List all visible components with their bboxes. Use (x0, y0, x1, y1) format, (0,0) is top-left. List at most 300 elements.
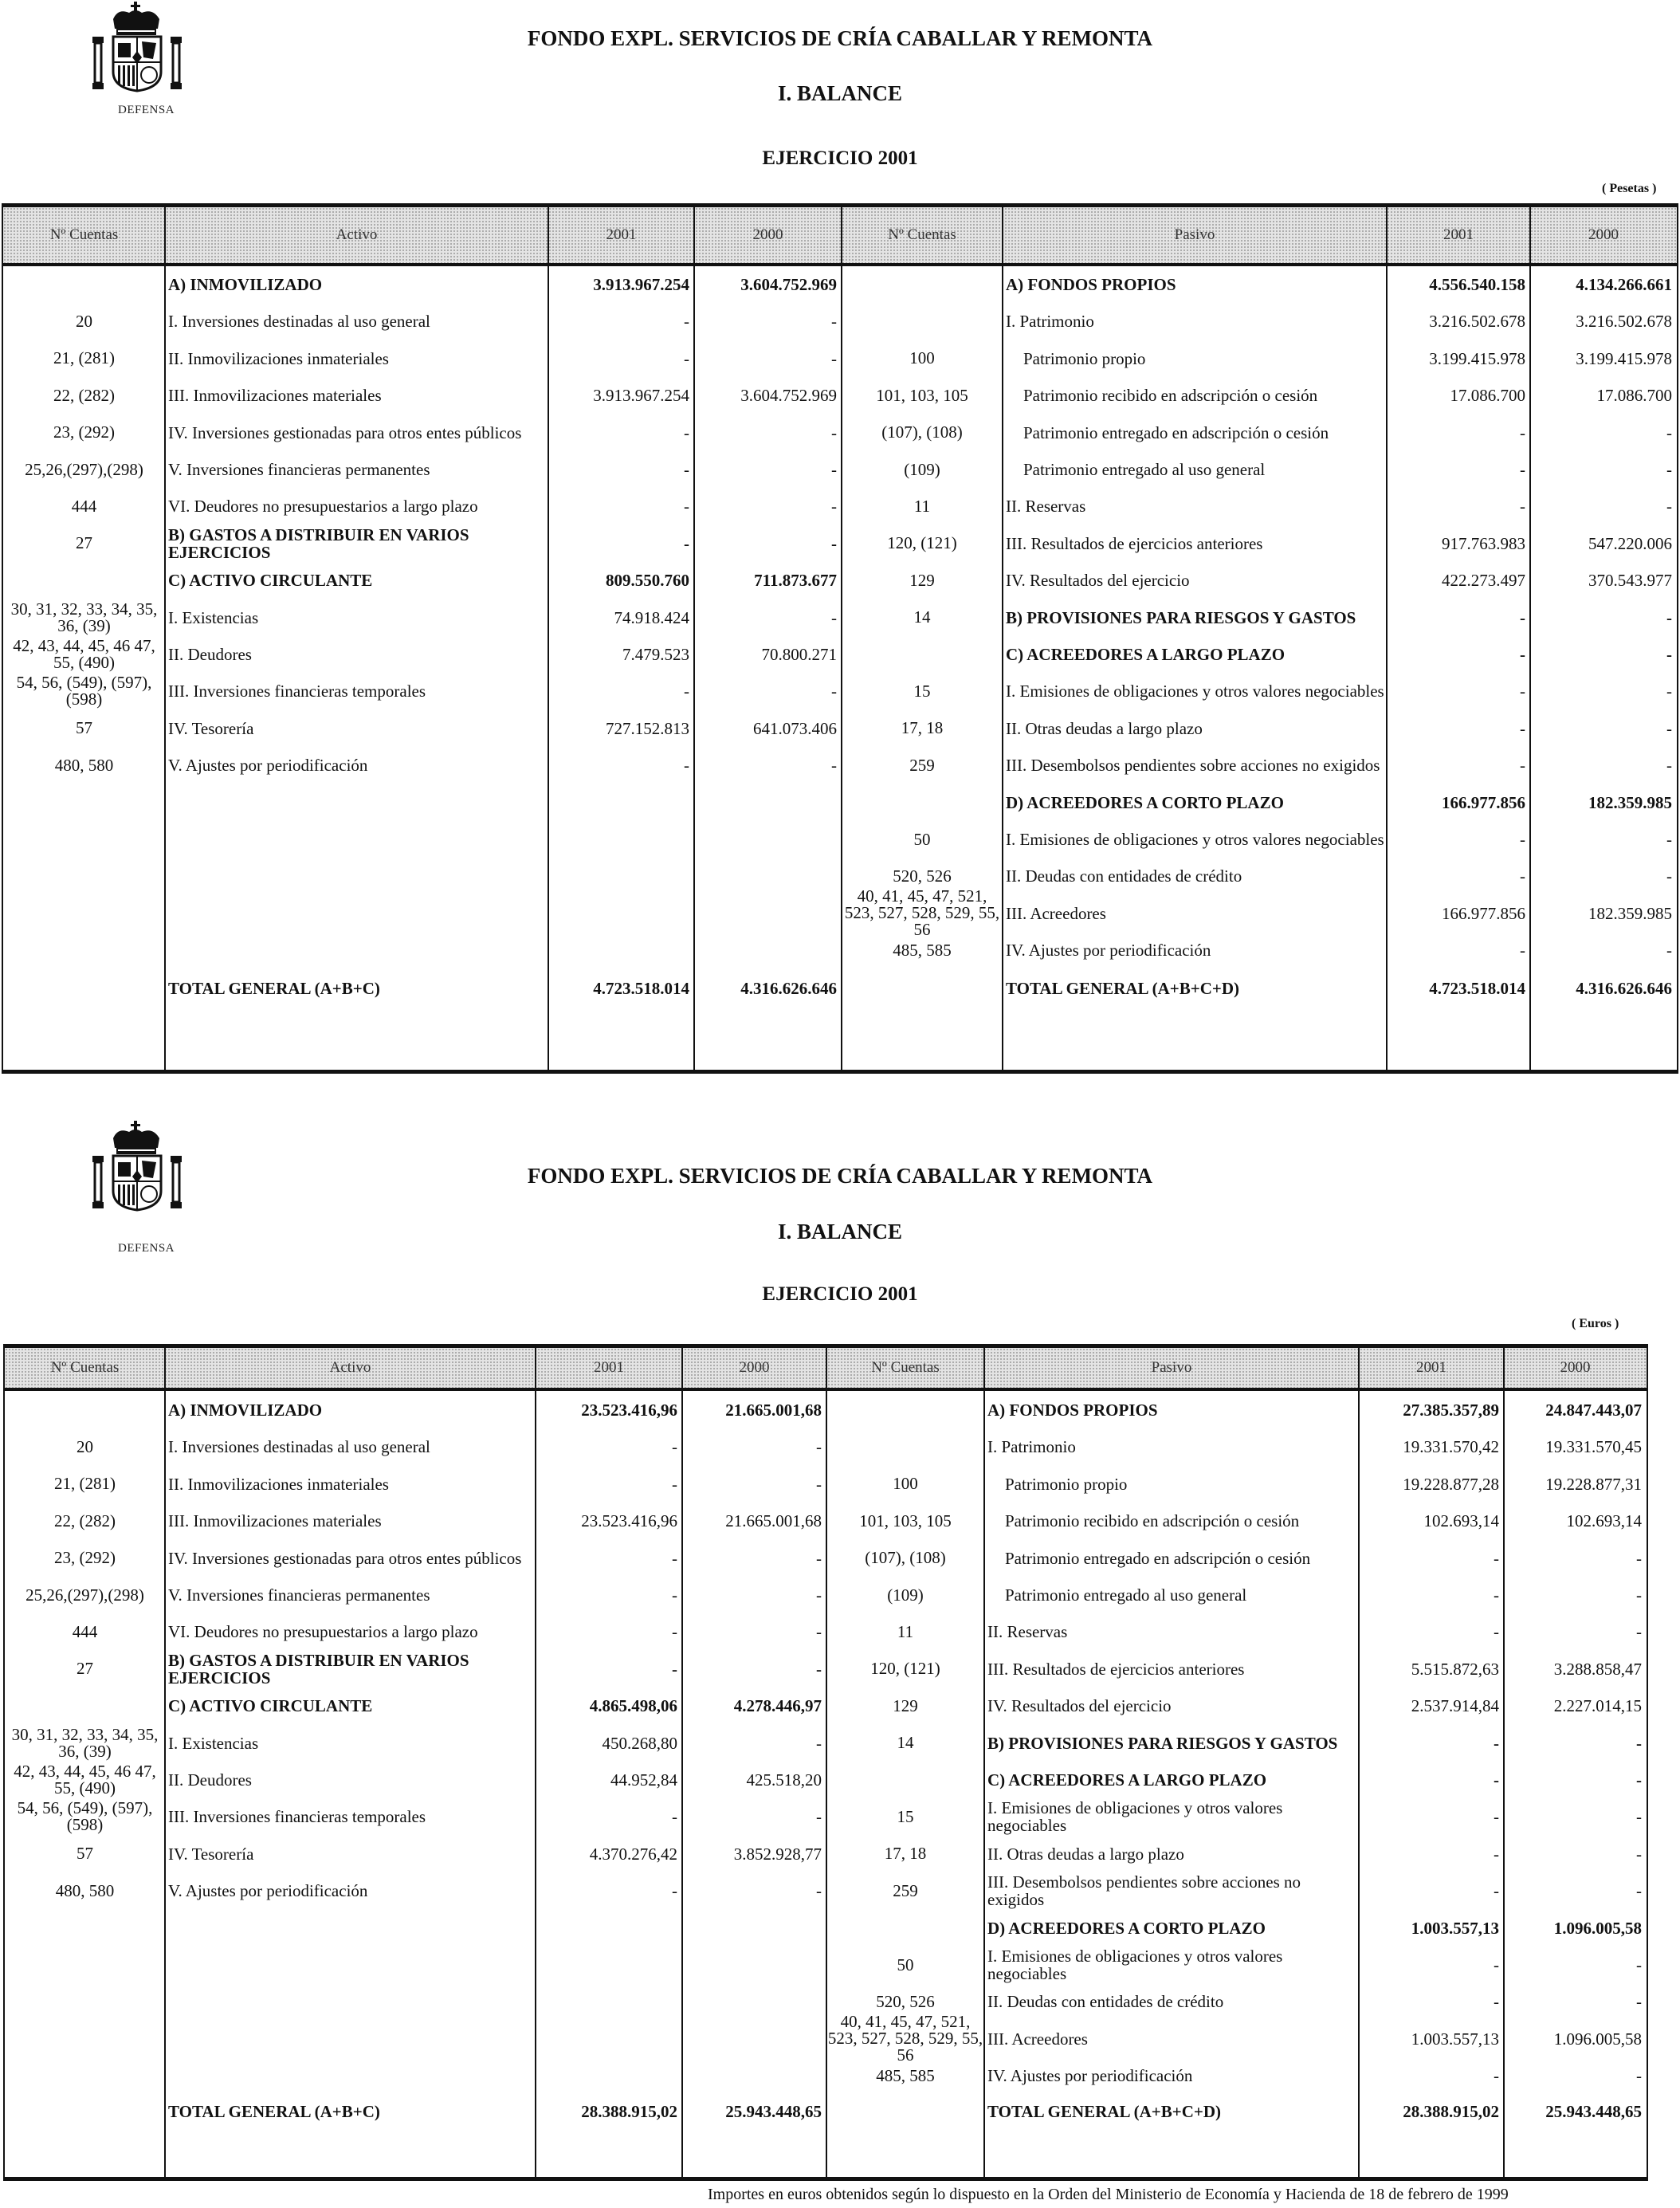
account-number: 100 (909, 348, 935, 368)
amount-2000: 3.288.858,47 (1553, 1659, 1642, 1679)
amount-2001: 23.523.416,96 (581, 1401, 677, 1420)
amount-2001: 3.199.415.978 (1429, 348, 1525, 368)
amount-2000: - (1636, 1770, 1642, 1790)
amount-2000: - (831, 607, 837, 627)
total-2000: 4.316.626.646 (1576, 979, 1672, 998)
amount-2000: 641.073.406 (753, 718, 837, 738)
account-number (842, 636, 1003, 673)
total-2001: 4.723.518.014 (593, 979, 689, 998)
amount-2000: - (831, 756, 837, 776)
amount-2000: - (816, 1733, 822, 1753)
account-number: (109) (887, 1585, 924, 1605)
col-accounts-pasivo-header: Nº Cuentas (871, 1359, 940, 1376)
amount-2001: 166.977.856 (1442, 792, 1525, 812)
account-number: 14 (913, 607, 931, 627)
line-item-label: Patrimonio entregado al uso general (1023, 460, 1266, 479)
line-item-label: I. Inversiones destinadas al uso general (168, 312, 430, 332)
amount-2001: 19.228.877,28 (1403, 1474, 1499, 1494)
amount-2000: - (1636, 1881, 1642, 1901)
amount-2000: - (816, 1548, 822, 1568)
amount-2000: - (831, 460, 837, 479)
line-item-label: A) INMOVILIZADO (168, 1401, 323, 1420)
line-item-label: V. Inversiones financieras permanentes (168, 1585, 430, 1605)
line-item-label: I. Emisiones de obligaciones y otros valores negociables (987, 1798, 1283, 1836)
footnote: Importes en euros obtenidos según lo dispuesto en la Orden del Ministerio de Economía y Hacienda de 18 de febrero de 1999 (708, 2186, 1509, 2203)
account-number: 42, 43, 44, 45, 46 47, 55, (490) (13, 636, 155, 672)
amount-2000: 3.852.928,77 (733, 1844, 822, 1864)
total-2001: 4.723.518.014 (1429, 979, 1525, 998)
amount-2000: 4.134.266.661 (1576, 275, 1672, 294)
account-number: 129 (909, 570, 935, 590)
line-item-label: II. Deudas con entidades de crédito (1006, 866, 1242, 886)
col-activo-header: Activo (329, 1359, 371, 1376)
amount-2000: - (1666, 718, 1672, 738)
amount-2001: - (1494, 1585, 1499, 1605)
line-item-label: VI. Deudores no presupuestarios a largo plazo (168, 1622, 478, 1642)
line-item-label: II. Deudores (168, 645, 252, 664)
amount-2000: - (1666, 756, 1672, 776)
amount-2001: - (1494, 1548, 1499, 1568)
line-item-label: Patrimonio propio (1023, 348, 1146, 368)
account-number: 480, 580 (55, 1880, 115, 1900)
total-2000: 4.316.626.646 (740, 979, 837, 998)
line-item-label: III. Inversiones financieras temporales (168, 682, 426, 701)
account-number: 54, 56, (549), (597), (598) (16, 673, 152, 709)
amount-2001: 23.523.416,96 (581, 1511, 677, 1531)
amount-2000: - (831, 312, 837, 332)
line-item-label: I. Emisiones de obligaciones y otros valores negociables (1006, 682, 1384, 701)
col-accounts-activo-header: Nº Cuentas (49, 226, 119, 243)
amount-2000: - (831, 348, 837, 368)
amount-2000: 3.216.502.678 (1576, 312, 1672, 332)
amount-2001: - (672, 1548, 677, 1568)
account-number: 444 (71, 496, 97, 516)
ministry-label: DEFENSA (118, 1242, 175, 1255)
account-number: 520, 526 (893, 866, 952, 886)
line-item-label: D) ACREEDORES A CORTO PLAZO (987, 1918, 1266, 1938)
line-item-label: I. Patrimonio (1006, 312, 1094, 332)
amount-2001: - (684, 497, 689, 517)
amount-2000: - (1636, 1955, 1642, 1974)
line-item-label: I. Emisiones de obligaciones y otros valores negociables (987, 1947, 1283, 1983)
account-number: 101, 103, 105 (876, 385, 968, 405)
amount-2000: - (816, 1437, 822, 1457)
line-item-label: III. Desembolsos pendientes sobre acciones no exigidos (987, 1872, 1301, 1910)
line-item-label: I. Emisiones de obligaciones y otros valores negociables (1006, 830, 1384, 849)
amount-2001: 3.913.967.254 (593, 275, 689, 294)
total-label: TOTAL GENERAL (A+B+C+D) (987, 2102, 1222, 2121)
amount-2000: 2.227.014,15 (1553, 1696, 1642, 1716)
amount-2001: - (1520, 830, 1525, 849)
line-item-label: I. Existencias (168, 607, 259, 627)
col-accounts-pasivo-header: Nº Cuentas (888, 226, 956, 243)
account-number (826, 1428, 984, 1465)
line-item-label: VI. Deudores no presupuestarios a largo plazo (168, 497, 478, 517)
line-item-label: B) PROVISIONES PARA RIESGOS Y GASTOS (987, 1733, 1338, 1753)
amount-2001: - (684, 756, 689, 776)
amount-2001: - (1494, 1770, 1499, 1790)
amount-2000: - (816, 1474, 822, 1494)
balance-table (2, 203, 1678, 1074)
amount-2001: - (684, 682, 689, 701)
amount-2000: - (831, 497, 837, 517)
line-item-label: IV. Resultados del ejercicio (1006, 571, 1190, 591)
col-activo-header: Activo (336, 226, 378, 243)
line-item-label: Patrimonio recibido en adscripción o cesión (1005, 1511, 1300, 1531)
amount-2001: - (1520, 645, 1525, 664)
amount-2001: 44.952,84 (610, 1770, 677, 1790)
amount-2001: 1.003.557,13 (1411, 1918, 1499, 1938)
line-item-label: II. Otras deudas a largo plazo (987, 1844, 1184, 1864)
amount-2001: 17.086.700 (1450, 386, 1525, 406)
account-number: 30, 31, 32, 33, 34, 35, 36, (39) (11, 1724, 159, 1761)
line-item-label: II. Deudas con entidades de crédito (987, 1992, 1224, 2012)
amount-2001: 727.152.813 (606, 718, 689, 738)
line-item-label: A) FONDOS PROPIOS (987, 1401, 1158, 1420)
account-number (5, 1392, 165, 1428)
line-item-label: Patrimonio entregado en adscripción o cesión (1005, 1548, 1311, 1568)
account-number: 101, 103, 105 (859, 1511, 952, 1530)
account-number: 444 (72, 1621, 98, 1641)
account-number: 100 (893, 1474, 918, 1494)
amount-2001: - (1494, 1807, 1499, 1827)
amount-2001: - (1494, 1844, 1499, 1864)
account-number: 23, (292) (53, 422, 115, 442)
col-pasivo-header: Pasivo (1151, 1359, 1192, 1376)
section-title: I. BALANCE (777, 1220, 903, 1243)
amount-2001: 917.763.983 (1442, 533, 1525, 553)
amount-2000: 1.096.005,58 (1553, 1918, 1642, 1938)
line-item-label: C) ACTIVO CIRCULANTE (168, 571, 373, 591)
amount-2000: 102.693,14 (1566, 1511, 1642, 1531)
col-accounts-activo-header: Nº Cuentas (50, 1359, 120, 1376)
amount-2001: 7.479.523 (622, 645, 689, 664)
line-item-label: III. Acreedores (1006, 903, 1106, 923)
total-label: TOTAL GENERAL (A+B+C) (168, 2102, 380, 2121)
line-item-label: II. Reservas (987, 1622, 1068, 1642)
amount-2001: 4.556.540.158 (1429, 275, 1525, 294)
line-item-label: A) FONDOS PROPIOS (1006, 275, 1176, 294)
col-2001-activo-header: 2001 (606, 226, 637, 243)
line-item-label: IV. Ajustes por periodificación (1006, 941, 1211, 961)
amount-2000: - (816, 1807, 822, 1827)
document-title: FONDO EXPL. SERVICIOS DE CRÍA CABALLAR Y REMONTA (527, 1164, 1153, 1188)
col-2000-activo-header: 2000 (752, 226, 783, 243)
line-item-label: D) ACREEDORES A CORTO PLAZO (1006, 792, 1284, 812)
amount-2000: - (1666, 866, 1672, 886)
amount-2000: 4.278.446,97 (733, 1696, 822, 1716)
account-number: 120, (121) (870, 1659, 940, 1679)
line-item-label: III. Inmovilizaciones materiales (168, 1511, 382, 1531)
amount-2001: - (684, 460, 689, 479)
amount-2001: 5.515.872,63 (1411, 1659, 1499, 1679)
account-number: 27 (76, 533, 92, 553)
amount-2000: - (1636, 1622, 1642, 1642)
amount-2001: - (684, 422, 689, 442)
line-item-label: IV. Ajustes por periodificación (987, 2066, 1193, 2086)
account-number: (107), (108) (865, 1548, 946, 1568)
account-number: 120, (121) (887, 533, 957, 553)
account-number: 129 (893, 1695, 918, 1715)
account-number: 21, (281) (54, 1474, 116, 1494)
amount-2000: - (1666, 422, 1672, 442)
amount-2000: - (816, 1585, 822, 1605)
account-number: 54, 56, (549), (597), (598) (17, 1798, 153, 1835)
amount-2000: 3.604.752.969 (740, 275, 837, 294)
account-number: 17, 18 (884, 1844, 927, 1864)
amount-2000: - (1636, 1807, 1642, 1827)
line-item-label: II. Otras deudas a largo plazo (1006, 718, 1203, 738)
amount-2000: - (1666, 682, 1672, 701)
account-number (826, 1910, 984, 1947)
balance-pesetas (0, 0, 1680, 1100)
account-number: 20 (76, 311, 92, 331)
amount-2000: 19.228.877,31 (1545, 1474, 1642, 1494)
amount-2001: 3.216.502.678 (1429, 312, 1525, 332)
amount-2000: - (1636, 1992, 1642, 2012)
amount-2000: - (831, 533, 837, 553)
amount-2000: - (1636, 1585, 1642, 1605)
table-header (3, 207, 1677, 266)
amount-2001: 809.550.760 (606, 571, 689, 591)
line-item-label: C) ACTIVO CIRCULANTE (168, 1696, 373, 1716)
account-number: 20 (77, 1436, 93, 1456)
amount-2001: - (1520, 607, 1525, 627)
account-number: 11 (913, 496, 931, 516)
fiscal-year: EJERCICIO 2001 (762, 1283, 918, 1305)
line-item-label: B) PROVISIONES PARA RIESGOS Y GASTOS (1006, 607, 1356, 627)
amount-2000: - (1666, 460, 1672, 479)
amount-2001: - (1494, 1992, 1499, 2012)
amount-2001: 2.537.914,84 (1411, 1696, 1499, 1716)
document-title: FONDO EXPL. SERVICIOS DE CRÍA CABALLAR Y REMONTA (527, 26, 1153, 50)
line-item-label: III. Inversiones financieras temporales (168, 1807, 426, 1827)
line-item-label: III. Desembolsos pendientes sobre acciones no exigidos (1006, 756, 1380, 776)
line-item-label: IV. Inversiones gestionadas para otros entes públicos (168, 422, 522, 442)
amount-2001: - (684, 533, 689, 553)
amount-2001: 19.331.570,42 (1403, 1437, 1499, 1457)
ministry-label: DEFENSA (118, 104, 175, 116)
amount-2000: - (1636, 1548, 1642, 1568)
amount-2000: - (816, 1881, 822, 1901)
amount-2000: - (1636, 1733, 1642, 1753)
amount-2000: - (1666, 645, 1672, 664)
line-item-label: Patrimonio propio (1005, 1474, 1128, 1494)
amount-2001: 102.693,14 (1423, 1511, 1499, 1531)
amount-2000: 182.359.985 (1588, 792, 1672, 812)
line-item-label: III. Resultados de ejercicios anteriores (987, 1659, 1245, 1679)
total-label: TOTAL GENERAL (A+B+C) (168, 979, 380, 998)
line-item-label: V. Inversiones financieras permanentes (168, 460, 430, 479)
account-number: (109) (904, 459, 940, 479)
amount-2001: 4.865.498,06 (589, 1696, 677, 1716)
amount-2001: - (1520, 941, 1525, 961)
amount-2001: - (672, 1474, 677, 1494)
amount-2001: - (672, 1881, 677, 1901)
account-number (842, 303, 1003, 340)
col-2001-pasivo-header: 2001 (1416, 1359, 1446, 1376)
account-number: 50 (913, 829, 931, 849)
line-item-label: IV. Resultados del ejercicio (987, 1696, 1172, 1716)
currency-unit: ( Pesetas ) (1602, 182, 1657, 195)
amount-2000: 370.543.977 (1588, 571, 1672, 591)
amount-2001: - (1520, 460, 1525, 479)
total-2000: 25.943.448,65 (1545, 2102, 1642, 2121)
account-number: 15 (913, 681, 931, 701)
amount-2001: - (1494, 1881, 1499, 1901)
amount-2000: - (1636, 1844, 1642, 1864)
amount-2001: 27.385.357,89 (1403, 1401, 1499, 1420)
col-2000-pasivo-header: 2000 (1588, 226, 1619, 243)
line-item-label: I. Patrimonio (987, 1437, 1076, 1457)
total-2001: 28.388.915,02 (581, 2102, 677, 2121)
account-number (842, 784, 1003, 821)
amount-2001: 1.003.557,13 (1411, 2029, 1499, 2049)
line-item-label: III. Acreedores (987, 2029, 1088, 2049)
account-number: 50 (897, 1955, 914, 1974)
section-title: I. BALANCE (777, 81, 903, 105)
amount-2000: 19.331.570,45 (1545, 1437, 1642, 1457)
line-item-label: II. Deudores (168, 1770, 252, 1790)
account-number: 22, (282) (53, 385, 115, 405)
account-number: 30, 31, 32, 33, 34, 35, 36, (39) (10, 599, 158, 635)
col-2000-activo-header: 2000 (739, 1359, 770, 1376)
line-item-label: III. Resultados de ejercicios anteriores (1006, 533, 1263, 553)
line-item-label: Patrimonio entregado al uso general (1005, 1585, 1247, 1605)
amount-2001: - (1494, 1733, 1499, 1753)
account-number (826, 1762, 984, 1798)
currency-unit: ( Euros ) (1572, 1317, 1619, 1330)
account-number: 40, 41, 45, 47, 521, 523, 527, 528, 529, 55, 56 (827, 2012, 983, 2065)
account-number: 485, 585 (893, 940, 952, 960)
amount-2001: 422.273.497 (1442, 571, 1525, 591)
amount-2000: 1.096.005,58 (1553, 2029, 1642, 2049)
amount-2000: 3.199.415.978 (1576, 348, 1672, 368)
amount-2000: - (831, 682, 837, 701)
amount-2001: 166.977.856 (1442, 903, 1525, 923)
line-item-label: C) ACREEDORES A LARGO PLAZO (987, 1770, 1267, 1790)
line-item-label: B) GASTOS A DISTRIBUIR EN VARIOS EJERCICIOS (168, 1650, 469, 1687)
line-item-label: B) GASTOS A DISTRIBUIR EN VARIOS EJERCICIOS (168, 524, 469, 562)
account-number: 25,26,(297),(298) (26, 1585, 144, 1605)
amount-2000: - (816, 1659, 822, 1679)
amount-2001: - (1494, 1622, 1499, 1642)
line-item-label: V. Ajustes por periodificación (168, 1881, 368, 1901)
amount-2001: - (1520, 718, 1525, 738)
line-item-label: Patrimonio recibido en adscripción o cesión (1023, 386, 1318, 406)
account-number: 15 (897, 1806, 914, 1826)
col-2000-pasivo-header: 2000 (1560, 1359, 1591, 1376)
amount-2001: - (1520, 422, 1525, 442)
amount-2000: 425.518,20 (746, 1770, 822, 1790)
account-number (842, 266, 1003, 303)
amount-2000: - (1666, 607, 1672, 627)
amount-2001: - (1520, 866, 1525, 886)
account-number: 27 (77, 1659, 93, 1679)
amount-2001: - (684, 312, 689, 332)
account-number: 480, 580 (54, 755, 114, 775)
amount-2001: - (1520, 756, 1525, 776)
amount-2000: 3.604.752.969 (740, 386, 837, 406)
amount-2001: - (672, 1659, 677, 1679)
line-item-label: IV. Tesorería (168, 718, 254, 738)
amount-2001: - (684, 348, 689, 368)
account-number: 14 (897, 1733, 914, 1753)
col-pasivo-header: Pasivo (1174, 226, 1215, 243)
line-item-label: II. Reservas (1006, 497, 1086, 517)
account-number: 42, 43, 44, 45, 46 47, 55, (490) (14, 1762, 156, 1797)
amount-2001: 3.913.967.254 (593, 386, 689, 406)
amount-2000: 24.847.443,07 (1545, 1401, 1642, 1420)
account-number: 57 (77, 1844, 93, 1864)
amount-2000: 711.873.677 (754, 571, 837, 591)
line-item-label: IV. Inversiones gestionadas para otros entes públicos (168, 1548, 522, 1568)
amount-2000: - (1666, 941, 1672, 961)
col-2001-pasivo-header: 2001 (1443, 226, 1474, 243)
amount-2000: - (816, 1622, 822, 1642)
line-item-label: II. Inmovilizaciones inmateriales (168, 1474, 389, 1494)
amount-2000: 21.665.001,68 (725, 1401, 822, 1420)
amount-2001: - (1520, 682, 1525, 701)
account-number: 259 (909, 755, 935, 775)
line-item-label: C) ACREEDORES A LARGO PLAZO (1006, 645, 1286, 664)
balance-table (3, 1344, 1648, 2181)
amount-2001: 74.918.424 (614, 607, 689, 627)
amount-2000: 17.086.700 (1596, 386, 1672, 406)
amount-2001: - (1494, 2066, 1499, 2086)
account-number: 11 (897, 1621, 914, 1641)
total-label: TOTAL GENERAL (A+B+C+D) (1006, 979, 1240, 998)
balance-euros (0, 1108, 1680, 2208)
amount-2001: 450.268,80 (602, 1733, 677, 1753)
line-item-label: I. Existencias (168, 1733, 259, 1753)
account-number: 22, (282) (54, 1511, 116, 1530)
account-number: 23, (292) (54, 1548, 116, 1568)
total-2000: 25.943.448,65 (725, 2102, 822, 2121)
fiscal-year: EJERCICIO 2001 (762, 147, 918, 169)
line-item-label: III. Inmovilizaciones materiales (168, 386, 382, 406)
account-number: 259 (893, 1880, 918, 1900)
amount-2000: - (1666, 497, 1672, 517)
amount-2001: - (1520, 497, 1525, 517)
account-number: 520, 526 (876, 1991, 935, 2011)
line-item-label: IV. Tesorería (168, 1844, 254, 1864)
account-number (826, 1392, 984, 1428)
amount-2001: - (672, 1807, 677, 1827)
line-item-label: V. Ajustes por periodificación (168, 756, 368, 776)
line-item-label: Patrimonio entregado en adscripción o cesión (1023, 422, 1329, 442)
amount-2001: 4.370.276,42 (589, 1844, 677, 1864)
account-number: 57 (76, 718, 92, 738)
amount-2001: - (672, 1437, 677, 1457)
line-item-label: I. Inversiones destinadas al uso general (168, 1437, 430, 1457)
amount-2000: 182.359.985 (1588, 903, 1672, 923)
col-2001-activo-header: 2001 (594, 1359, 624, 1376)
line-item-label: A) INMOVILIZADO (168, 275, 323, 294)
account-number: 40, 41, 45, 47, 521, 523, 527, 528, 529, 55, 56 (844, 886, 1000, 940)
amount-2000: 547.220.006 (1588, 533, 1672, 553)
account-number: 21, (281) (53, 348, 115, 368)
total-2001: 28.388.915,02 (1403, 2102, 1499, 2121)
line-item-label: II. Inmovilizaciones inmateriales (168, 348, 389, 368)
amount-2000: - (831, 422, 837, 442)
amount-2000: 70.800.271 (761, 645, 837, 664)
account-number: 17, 18 (901, 718, 944, 738)
account-number: (107), (108) (881, 422, 963, 442)
amount-2001: - (672, 1585, 677, 1605)
amount-2000: 21.665.001,68 (725, 1511, 822, 1531)
amount-2000: - (1636, 2066, 1642, 2086)
